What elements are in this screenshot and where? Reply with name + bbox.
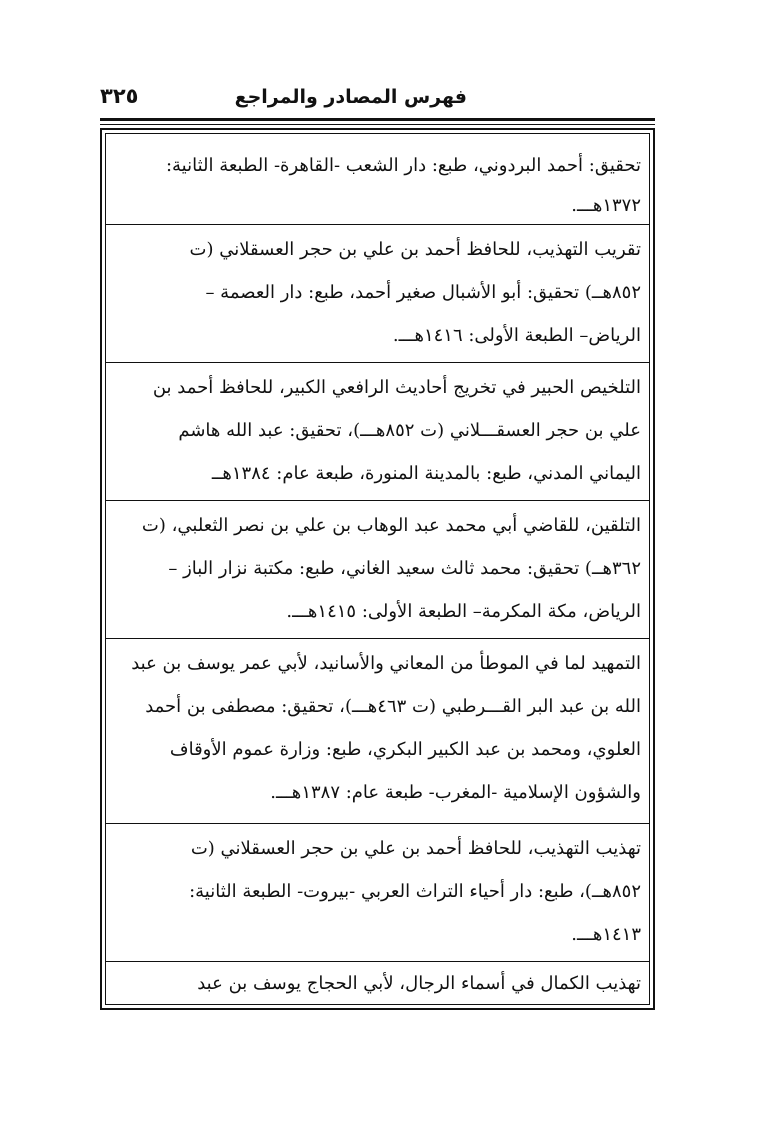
- bibliography-entry: [106, 962, 649, 1006]
- entry-line: الرياض– الطبعة الأولى: ١٤١٦هـــ.: [392, 325, 641, 346]
- entry-line: العلوي، ومحمد بن عبد الكبير البكري، طبع: وزارة عموم الأوقاف: [169, 739, 641, 760]
- bibliography-table: [100, 128, 655, 1010]
- page-title: فهرس المصادر والمراجع: [234, 86, 467, 108]
- bibliography-table-inner: [105, 133, 650, 1005]
- bibliography-entry: [106, 639, 649, 824]
- entry-line: التلخيص الحبير في تخريج أحاديث الرافعي الكبير، للحافظ أحمد بن: [152, 377, 641, 398]
- bibliography-entry: [106, 501, 649, 639]
- bibliography-entry: [106, 225, 649, 363]
- entry-line: ٨٥٢هــ) تحقيق: أبو الأشبال صغير أحمد، طبع: دار العصمة –: [205, 282, 641, 303]
- page-number: ٣٢٥: [100, 84, 139, 108]
- entry-line: ٣٦٢هــ) تحقيق: محمد ثالث سعيد الغاني، طبع: مكتبة نزار الباز –: [168, 558, 641, 579]
- header-rule-thick: [100, 118, 655, 121]
- entry-line: علي بن حجر العسقـــلاني (ت ٨٥٢هـــ)، تحقيق: عبد الله هاشم: [178, 420, 641, 441]
- entry-line: التلقين، للقاضي أبي محمد عبد الوهاب بن علي بن نصر الثعلبي، (ت: [141, 515, 641, 536]
- bibliography-entry: [106, 363, 649, 501]
- entry-line: ١٤١٣هـــ.: [571, 924, 641, 945]
- entry-line: الرياض، مكة المكرمة– الطبعة الأولى: ١٤١٥هـــ.: [286, 601, 641, 622]
- entry-line: ٨٥٢هــ)، طبع: دار أحياء التراث العربي -بيروت- الطبعة الثانية:: [189, 881, 641, 902]
- bibliography-entry: [106, 134, 649, 225]
- entry-line: والشؤون الإسلامية -المغرب- طبعة عام: ١٣٨٧هـــ.: [270, 782, 641, 803]
- entry-line: تحقيق: أحمد البردوني، طبع: دار الشعب -القاهرة- الطبعة الثانية:: [165, 155, 641, 176]
- bibliography-entry: [106, 824, 649, 962]
- page-header: [100, 82, 655, 116]
- entry-line: تهذيب التهذيب، للحافظ أحمد بن علي بن حجر العسقلاني (ت: [190, 838, 641, 859]
- entry-line: تهذيب الكمال في أسماء الرجال، لأبي الحجاج يوسف بن عبد: [197, 973, 641, 994]
- entry-line: ١٣٧٢هـــ.: [571, 195, 641, 216]
- entry-line: تقريب التهذيب، للحافظ أحمد بن علي بن حجر العسقلاني (ت: [189, 239, 641, 260]
- entry-line: التمهيد لما في الموطأ من المعاني والأسانيد، لأبي عمر يوسف بن عبد: [131, 653, 641, 674]
- entry-line: اليماني المدني، طبع: بالمدينة المنورة، طبعة عام: ١٣٨٤هــ: [211, 463, 641, 484]
- entry-line: الله بن عبد البر القـــرطبي (ت ٤٦٣هـــ)، تحقيق: مصطفى بن أحمد: [145, 696, 641, 717]
- header-rule-thin: [100, 124, 655, 125]
